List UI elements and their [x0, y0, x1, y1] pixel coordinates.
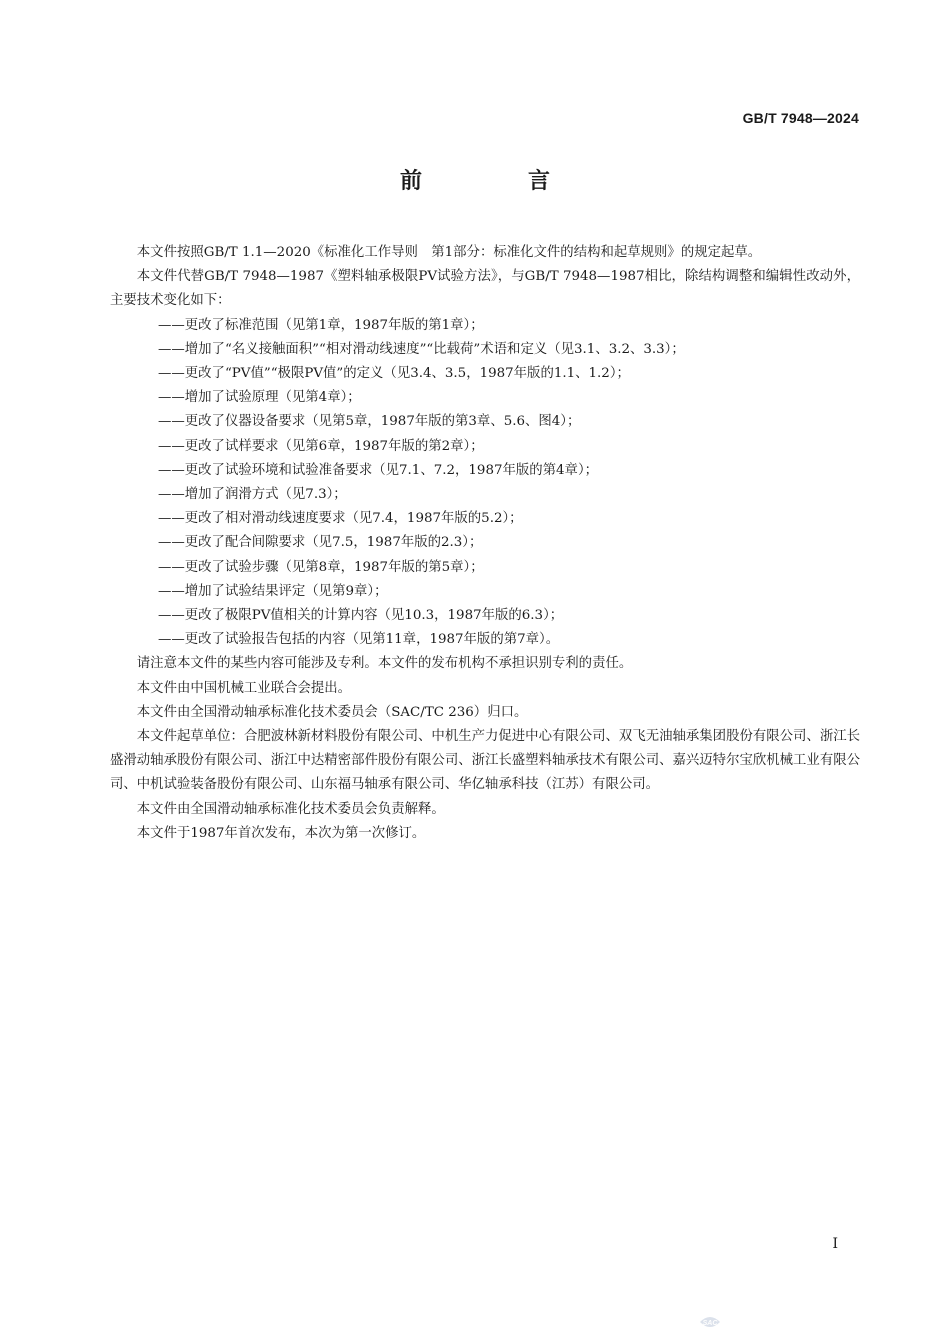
list-item: ——增加了“名义接触面积”“相对滑动线速度”“比载荷”术语和定义（见3.1、3.2、3.3）； — [158, 341, 685, 357]
list-item: ——更改了试验步骤（见第8章，1987年版的第5章）； — [158, 559, 484, 575]
list-item: ——更改了极限PV值相关的计算内容（见10.3，1987年版的6.3）； — [158, 608, 564, 624]
list-item: ——更改了试样要求（见第6章，1987年版的第2章）； — [158, 438, 484, 454]
list-item: ——更改了标准范围（见第1章，1987年版的第1章）； — [158, 317, 484, 333]
paragraph: 本文件由全国滑动轴承标准化技术委员会（SAC/TC 236）归口。 — [136, 704, 528, 720]
paragraph: 本文件按照GB/T 1.1—2020《标准化工作导则 第1部分：标准化文件的结构和起草规则》的规定起草。 — [136, 245, 762, 260]
paragraph: 本文件代替GB/T 7948—1987《塑料轴承极限PV试验方法》，与GB/T 7948—1987相比，除结构调整和编辑性改动外，主要技术变化如下： — [110, 269, 860, 309]
list-item: ——更改了“PV值”“极限PV值”的定义（见3.4、3.5，1987年版的1.1、1.2）； — [158, 366, 630, 382]
standard-code: GB/T 7948—2024 — [742, 110, 859, 126]
paragraph: 本文件由中国机械工业联合会提出。 — [136, 680, 352, 696]
list-item: ——更改了试验报告包括的内容（见第11章，1987年版的第7章）。 — [158, 632, 560, 648]
list-item: ——更改了试验环境和试验准备要求（见7.1、7.2，1987年版的第4章）； — [158, 462, 599, 478]
svg-text:SAC: SAC — [702, 1320, 718, 1327]
list-item: ——增加了试验原理（见第4章）； — [158, 390, 361, 406]
page-number: I — [832, 1236, 838, 1252]
page-title: 前 言 — [399, 169, 592, 194]
paragraph: 本文件于1987年首次发布，本次为第一次修订。 — [136, 825, 426, 841]
paragraph: 本文件由全国滑动轴承标准化技术委员会负责解释。 — [136, 801, 445, 817]
list-item: ——增加了试验结果评定（见第9章）； — [158, 583, 388, 599]
list-item: ——增加了润滑方式（见7.3）； — [158, 487, 347, 503]
list-item: ——更改了相对滑动线速度要求（见7.4，1987年版的5.2）； — [158, 511, 523, 527]
foreword-body — [110, 241, 860, 846]
list-item: ——更改了仪器设备要求（见第5章，1987年版的第3章、5.6、图4）； — [158, 414, 581, 430]
changes-list — [110, 314, 860, 653]
list-item: ——更改了配合间隙要求（见7.5，1987年版的2.3）； — [158, 535, 483, 551]
paragraph: 本文件起草单位：合肥波林新材料股份有限公司、中机生产力促进中心有限公司、双飞无油轴承集团股份有限公司、浙江长盛滑动轴承股份有限公司、浙江中达精密部件股份有限公司、浙江长盛塑料轴承技术有限公司、嘉兴迈特尔宝欣机械工业有限公司、中机试验装备股份有限公司、山东福马轴承有限公司、华亿轴承科技（江苏）有限公司。 — [110, 729, 860, 793]
paragraph: 请注意本文件的某些内容可能涉及专利。本文件的发布机构不承担识别专利的责任。 — [136, 656, 633, 672]
sac-logo-icon — [697, 1312, 723, 1332]
